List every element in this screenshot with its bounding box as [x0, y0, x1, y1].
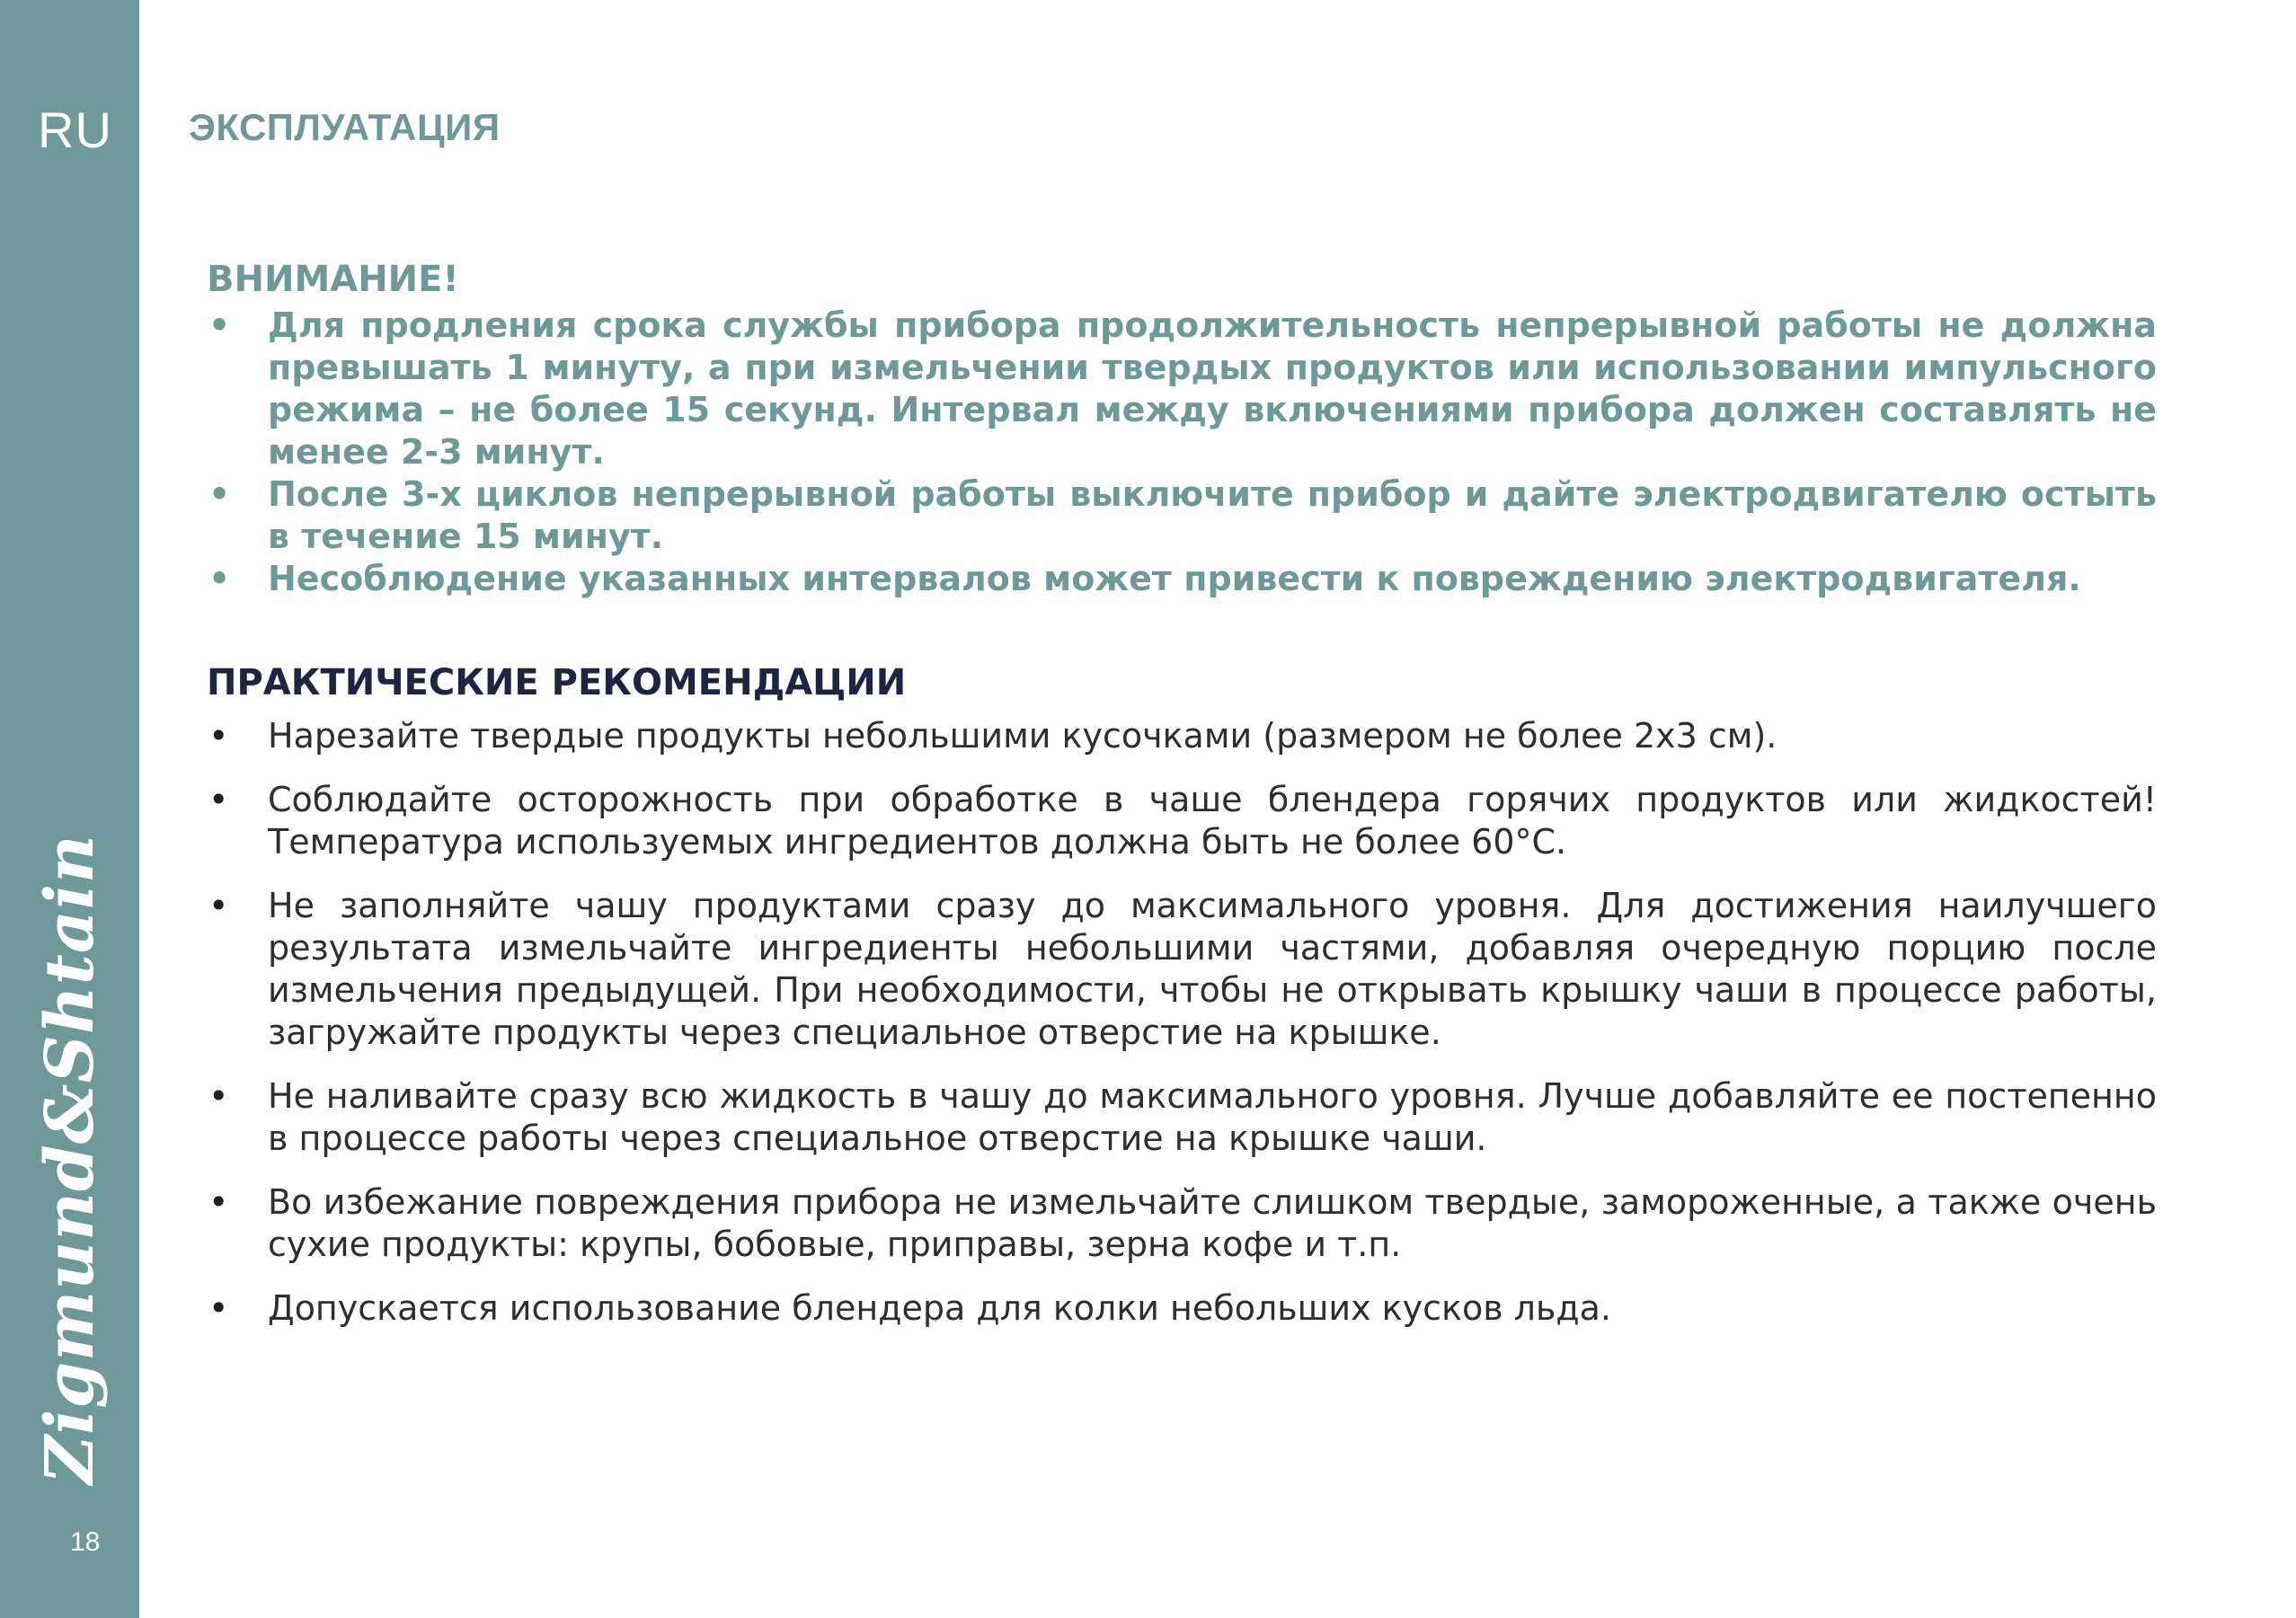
recommendation-item: • Допускается использование блендера для колки небольших кусков льда. [207, 1287, 2157, 1330]
warning-item: • Для продления срока службы прибора продолжительность непрерывной работы не должна превышать 1 минуту, а при измельчении твердых продуктов или использовании импульсного режима – не более 15 секунд. Интервал между включениями прибора должен составлять не менее 2-3 минут. [207, 305, 2157, 473]
warning-list [207, 305, 2157, 600]
recommendation-item: • Нарезайте твердые продукты небольшими кусочками (размером не более 2х3 см). [207, 715, 2157, 757]
recommendations-list [207, 715, 2157, 1330]
page-number: 18 [70, 1527, 101, 1557]
recommendation-item: • Не наливайте сразу всю жидкость в чашу до максимального уровня. Лучше добавляйте ее постепенно в процессе работы через специальное отверстие на крышке чаши. [207, 1075, 2157, 1160]
recommendation-item: • Не заполняйте чашу продуктами сразу до максимального уровня. Для достижения наилучшего результата измельчайте ингредиенты небольшими частями, добавляя очередную порцию после измельчения предыдущей. При необходимости, чтобы не открывать крышку чаши в процессе работы, загружайте продукты через специальное отверстие на крышке. [207, 885, 2157, 1054]
recommendations-section [207, 656, 2157, 1351]
recommendations-title: ПРАКТИЧЕСКИЕ РЕКОМЕНДАЦИИ [207, 662, 907, 703]
warning-item: • После 3-х циклов непрерывной работы выключите прибор и дайте электродвигателю остыть в течение 15 минут. [207, 473, 2157, 558]
warning-section [207, 254, 2157, 600]
language-label: RU [38, 102, 112, 158]
recommendation-item: • Соблюдайте осторожность при обработке в чаше блендера горячих продуктов или жидкостей! Температура используемых ингредиентов должна быть не более 60°С. [207, 779, 2157, 863]
sidebar [0, 0, 139, 1618]
recommendation-item: • Во избежание повреждения прибора не измельчайте слишком твердые, замороженные, а также очень сухие продукты: крупы, бобовые, приправы, зерна кофе и т.п. [207, 1181, 2157, 1266]
brand-logo: Zigmund&Shtain [31, 834, 109, 1484]
section-title: ЭКСПЛУАТАЦИЯ [189, 106, 501, 148]
warning-item: • Несоблюдение указанных интервалов может привести к повреждению электродвигателя. [207, 558, 2157, 600]
warning-title: ВНИМАНИЕ! [207, 259, 459, 300]
